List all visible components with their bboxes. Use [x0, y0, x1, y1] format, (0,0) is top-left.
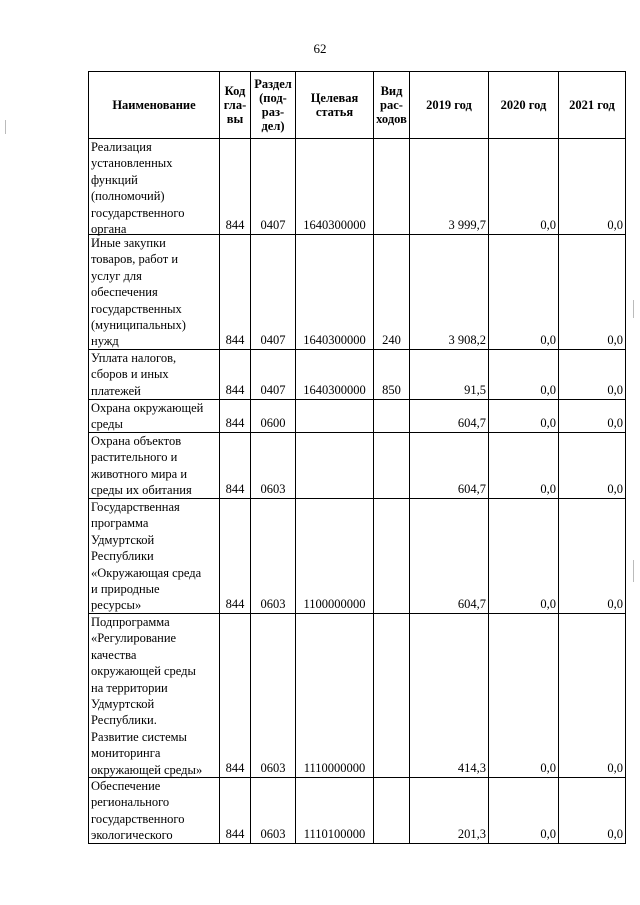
row-7-target — [295, 777, 373, 843]
row-4-y2019-text: 604,7 — [457, 481, 486, 496]
header-target — [295, 71, 373, 138]
row-0-target-text: 1640300000 — [303, 217, 366, 232]
row-7-target-text: 1110100000 — [303, 826, 366, 841]
row-6-name-text: Подпрограмма «Регулирование качества окружающей среды на территории Удмуртской Республики. Развитие системы мониторинга окружающей среды» — [91, 615, 203, 777]
row-0-section — [250, 138, 295, 234]
row-7-y2021-text: 0,0 — [607, 826, 623, 841]
header-y2021-text: 2021 год — [569, 98, 615, 112]
row-4-section — [250, 432, 295, 498]
row-5-y2021 — [558, 498, 625, 613]
row-5-y2020-text: 0,0 — [540, 596, 556, 611]
row-3-kind — [373, 399, 409, 432]
row-2-y2021-text: 0,0 — [607, 382, 623, 397]
header-name-text: Наименование — [112, 98, 196, 112]
row-2-target — [295, 349, 373, 399]
row-0-y2021 — [558, 138, 625, 234]
row-5-y2021-text: 0,0 — [607, 596, 623, 611]
row-4-kind — [373, 432, 409, 498]
row-5-kind — [373, 498, 409, 613]
row-0-section-text: 0407 — [260, 217, 286, 232]
page-number: 62 — [313, 41, 327, 56]
scan-speck — [5, 120, 6, 134]
table-bottom-border — [88, 843, 626, 844]
header-chapter — [219, 71, 250, 138]
row-5-name — [88, 498, 219, 613]
row-0-y2020-text: 0,0 — [540, 217, 556, 232]
row-5-section — [250, 498, 295, 613]
row-3-y2021 — [558, 399, 625, 432]
scan-speck — [633, 560, 634, 582]
row-1-y2020-text: 0,0 — [540, 332, 556, 347]
table-right-border — [625, 71, 626, 843]
header-name — [88, 71, 219, 138]
header-chapter-text: Код гла- вы — [223, 84, 247, 126]
row-4-target — [295, 432, 373, 498]
row-1-chapter — [219, 234, 250, 349]
row-1-y2021 — [558, 234, 625, 349]
header-kind — [373, 71, 409, 138]
row-2-y2019 — [409, 349, 488, 399]
row-5-name-text: Государственная программа Удмуртской Республики «Окружающая среда и природные ресурсы» — [91, 500, 202, 613]
row-6-kind — [373, 613, 409, 777]
row-5-section-text: 0603 — [260, 596, 286, 611]
row-2-chapter — [219, 349, 250, 399]
row-6-y2020 — [488, 613, 558, 777]
row-5-chapter — [219, 498, 250, 613]
row-7-kind — [373, 777, 409, 843]
row-6-target — [295, 613, 373, 777]
row-1-y2020 — [488, 234, 558, 349]
row-5-y2020 — [488, 498, 558, 613]
row-4-y2020-text: 0,0 — [540, 481, 556, 496]
row-3-chapter-text: 844 — [225, 415, 245, 430]
row-5-target — [295, 498, 373, 613]
header-y2019-text: 2019 год — [426, 98, 472, 112]
row-4-y2021-text: 0,0 — [607, 481, 623, 496]
row-2-name-text: Уплата налогов, сборов и иных платежей — [91, 351, 177, 398]
row-1-target-text: 1640300000 — [303, 332, 366, 347]
row-1-y2019-text: 3 908,2 — [448, 332, 486, 347]
row-6-section-text: 0603 — [260, 760, 286, 775]
row-4-name — [88, 432, 219, 498]
row-0-name — [88, 138, 219, 237]
row-7-y2019 — [409, 777, 488, 843]
row-3-y2019-text: 604,7 — [457, 415, 486, 430]
header-target-text: Целевая статья — [310, 91, 359, 119]
header-section-text: Раздел (под- раз- дел) — [254, 77, 292, 133]
row-2-y2019-text: 91,5 — [464, 382, 486, 397]
row-2-y2021 — [558, 349, 625, 399]
header-y2019 — [409, 71, 488, 138]
row-0-y2019-text: 3 999,7 — [448, 217, 486, 232]
row-1-kind-text: 240 — [382, 332, 401, 347]
row-2-chapter-text: 844 — [225, 382, 245, 397]
header-kind-text: Вид рас- ходов — [376, 84, 407, 126]
row-1-chapter-text: 844 — [225, 332, 245, 347]
row-0-y2019 — [409, 138, 488, 234]
row-4-chapter — [219, 432, 250, 498]
row-4-y2019 — [409, 432, 488, 498]
row-3-y2019 — [409, 399, 488, 432]
row-5-target-text: 1100000000 — [303, 596, 366, 611]
row-6-y2019-text: 414,3 — [457, 760, 486, 775]
row-3-target — [295, 399, 373, 432]
row-1-target — [295, 234, 373, 349]
row-5-y2019-text: 604,7 — [457, 596, 486, 611]
row-1-y2021-text: 0,0 — [607, 332, 623, 347]
row-3-y2020-text: 0,0 — [540, 415, 556, 430]
row-5-chapter-text: 844 — [225, 596, 245, 611]
row-7-name — [88, 777, 219, 843]
row-6-section — [250, 613, 295, 777]
row-3-name — [88, 399, 219, 432]
row-1-section-text: 0407 — [260, 332, 286, 347]
row-7-chapter-text: 844 — [225, 826, 245, 841]
row-3-chapter — [219, 399, 250, 432]
row-2-section-text: 0407 — [260, 382, 286, 397]
row-4-name-text: Охрана объектов растительного и животного мира и среды их обитания — [91, 434, 192, 498]
row-6-name — [88, 613, 219, 777]
row-6-target-text: 1110000000 — [303, 760, 366, 775]
row-1-y2019 — [409, 234, 488, 349]
header-section — [250, 71, 295, 138]
row-7-name-text: Обеспечение регионального государственного экологического — [91, 779, 185, 843]
row-2-kind — [373, 349, 409, 399]
row-0-y2021-text: 0,0 — [607, 217, 623, 232]
row-1-name — [88, 234, 219, 349]
row-3-name-text: Охрана окружающей среды — [91, 401, 204, 432]
row-0-name-text: Реализация установленных функций (полномочий) государственного органа — [91, 140, 185, 237]
header-y2021 — [558, 71, 625, 138]
row-6-chapter-text: 844 — [225, 760, 245, 775]
row-7-y2019-text: 201,3 — [457, 826, 486, 841]
row-0-target — [295, 138, 373, 234]
row-4-y2021 — [558, 432, 625, 498]
row-4-y2020 — [488, 432, 558, 498]
row-0-chapter-text: 844 — [225, 217, 245, 232]
row-2-name — [88, 349, 219, 399]
row-7-chapter — [219, 777, 250, 843]
row-7-section — [250, 777, 295, 843]
header-y2020-text: 2020 год — [500, 98, 547, 112]
row-6-chapter — [219, 613, 250, 777]
row-6-y2020-text: 0,0 — [540, 760, 556, 775]
row-6-y2021-text: 0,0 — [607, 760, 623, 775]
row-5-y2019 — [409, 498, 488, 613]
row-4-chapter-text: 844 — [225, 481, 245, 496]
row-7-y2021 — [558, 777, 625, 843]
scan-speck — [633, 300, 634, 318]
header-y2020 — [488, 71, 558, 138]
row-2-target-text: 1640300000 — [303, 382, 366, 397]
row-2-y2020-text: 0,0 — [540, 382, 556, 397]
row-2-section — [250, 349, 295, 399]
row-3-y2020 — [488, 399, 558, 432]
row-1-section — [250, 234, 295, 349]
row-2-y2020 — [488, 349, 558, 399]
row-6-y2021 — [558, 613, 625, 777]
row-0-y2020 — [488, 138, 558, 234]
row-4-section-text: 0603 — [260, 481, 286, 496]
row-7-y2020-text: 0,0 — [540, 826, 556, 841]
row-2-kind-text: 850 — [382, 382, 401, 397]
row-1-name-text: Иные закупки товаров, работ и услуг для обеспечения государственных (муниципальных) нужд — [91, 236, 186, 349]
row-6-y2019 — [409, 613, 488, 777]
row-3-y2021-text: 0,0 — [607, 415, 623, 430]
row-0-chapter — [219, 138, 250, 234]
row-3-section — [250, 399, 295, 432]
row-7-section-text: 0603 — [260, 826, 286, 841]
row-1-kind — [373, 234, 409, 349]
row-3-section-text: 0600 — [260, 415, 286, 430]
row-7-y2020 — [488, 777, 558, 843]
row-0-kind — [373, 138, 409, 234]
